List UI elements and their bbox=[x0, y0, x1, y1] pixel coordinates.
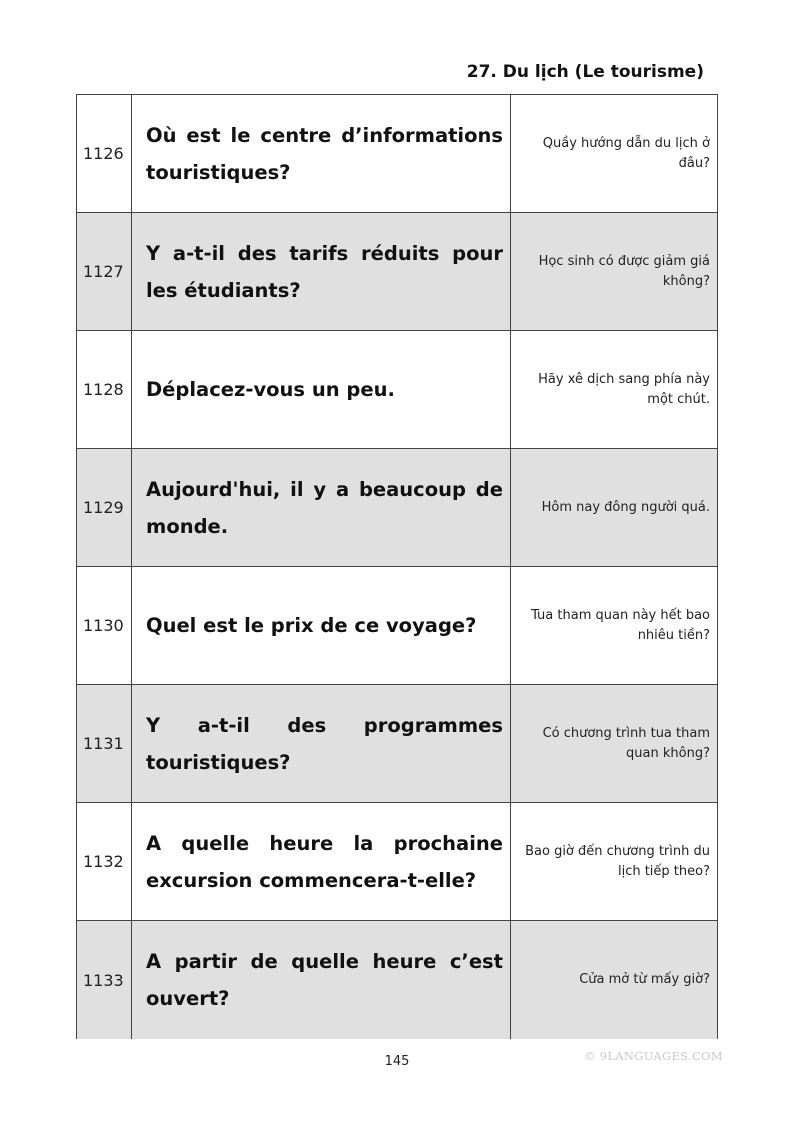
page-number: 145 bbox=[384, 1054, 410, 1069]
french-phrase: Y a-t-il des tarifs réduits pour les étudiants? bbox=[132, 213, 511, 331]
vietnamese-translation: Bao giờ đến chương trình du lịch tiếp theo? bbox=[511, 803, 718, 921]
table-row bbox=[77, 331, 718, 449]
french-phrase: Quel est le prix de ce voyage? bbox=[132, 567, 511, 685]
table-row bbox=[77, 567, 718, 685]
vietnamese-translation: Hôm nay đông người quá. bbox=[511, 449, 718, 567]
vietnamese-translation: Quầy hướng dẫn du lịch ở đâu? bbox=[511, 95, 718, 213]
phrase-number: 1126 bbox=[77, 95, 132, 213]
phrase-number: 1130 bbox=[77, 567, 132, 685]
vietnamese-translation: Hãy xê dịch sang phía này một chút. bbox=[511, 331, 718, 449]
section-title: 27. Du lịch (Le tourisme) bbox=[466, 62, 704, 82]
phrase-number: 1129 bbox=[77, 449, 132, 567]
table-row bbox=[77, 921, 718, 1040]
french-phrase: A partir de quelle heure c’est ouvert? bbox=[132, 921, 511, 1040]
phrase-number: 1127 bbox=[77, 213, 132, 331]
vietnamese-translation: Có chương trình tua tham quan không? bbox=[511, 685, 718, 803]
phrase-number: 1131 bbox=[77, 685, 132, 803]
table-row bbox=[77, 685, 718, 803]
phrase-number: 1128 bbox=[77, 331, 132, 449]
french-phrase: Y a-t-il des programmes touristiques? bbox=[132, 685, 511, 803]
table-row bbox=[77, 803, 718, 921]
french-phrase: Où est le centre d’informations touristiques? bbox=[132, 95, 511, 213]
watermark: © 9LANGUAGES.COM bbox=[584, 1049, 723, 1063]
vietnamese-translation: Cửa mở từ mấy giờ? bbox=[511, 921, 718, 1040]
vietnamese-translation: Tua tham quan này hết bao nhiêu tiền? bbox=[511, 567, 718, 685]
phrase-number: 1132 bbox=[77, 803, 132, 921]
table-row bbox=[77, 95, 718, 213]
vietnamese-translation: Học sinh có được giảm giá không? bbox=[511, 213, 718, 331]
table-row bbox=[77, 449, 718, 567]
phrase-number: 1133 bbox=[77, 921, 132, 1040]
french-phrase: Déplacez-vous un peu. bbox=[132, 331, 511, 449]
french-phrase: Aujourd'hui, il y a beaucoup de monde. bbox=[132, 449, 511, 567]
french-phrase: A quelle heure la prochaine excursion commencera-t-elle? bbox=[132, 803, 511, 921]
table-row bbox=[77, 213, 718, 331]
phrase-table bbox=[76, 94, 718, 1039]
